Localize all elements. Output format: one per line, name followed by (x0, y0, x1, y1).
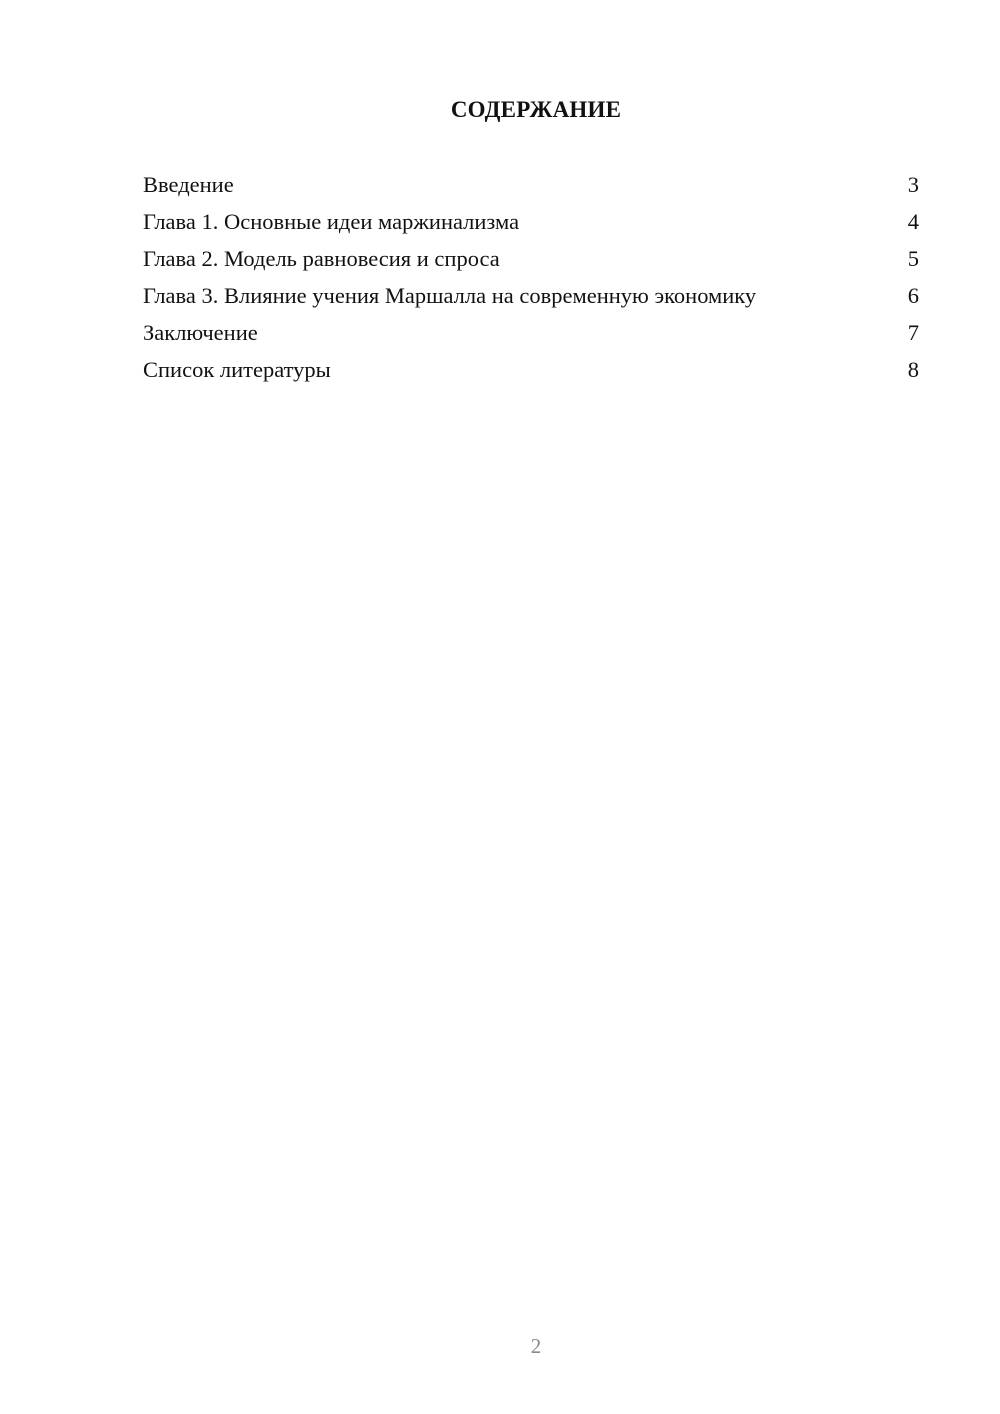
toc-entry-label: Глава 3. Влияние учения Маршалла на современную экономику (143, 283, 757, 308)
table-of-contents (143, 168, 919, 390)
toc-entry-page-number: 3 (907, 172, 919, 197)
toc-entry (143, 168, 919, 205)
toc-entry-label: Введение (143, 172, 234, 197)
toc-entry-label: Глава 1. Основные идеи маржинализма (143, 209, 520, 234)
toc-entry-page-number: 5 (907, 246, 919, 271)
toc-entry (143, 205, 919, 242)
toc-entry (143, 242, 919, 279)
toc-entry-label: Глава 2. Модель равновесия и спроса (143, 246, 500, 271)
page-number: 2 (530, 1334, 542, 1358)
toc-entry-page-number: 6 (907, 283, 919, 308)
toc-entry (143, 279, 919, 316)
toc-entry-label: Заключение (143, 320, 258, 345)
page-title: СОДЕРЖАНИЕ (450, 97, 622, 122)
toc-entry-label: Список литературы (143, 357, 331, 382)
toc-entry (143, 316, 919, 353)
toc-entry-page-number: 7 (907, 320, 919, 345)
toc-entry-page-number: 8 (907, 357, 919, 382)
toc-entry-page-number: 4 (907, 209, 919, 234)
toc-entry (143, 353, 919, 390)
